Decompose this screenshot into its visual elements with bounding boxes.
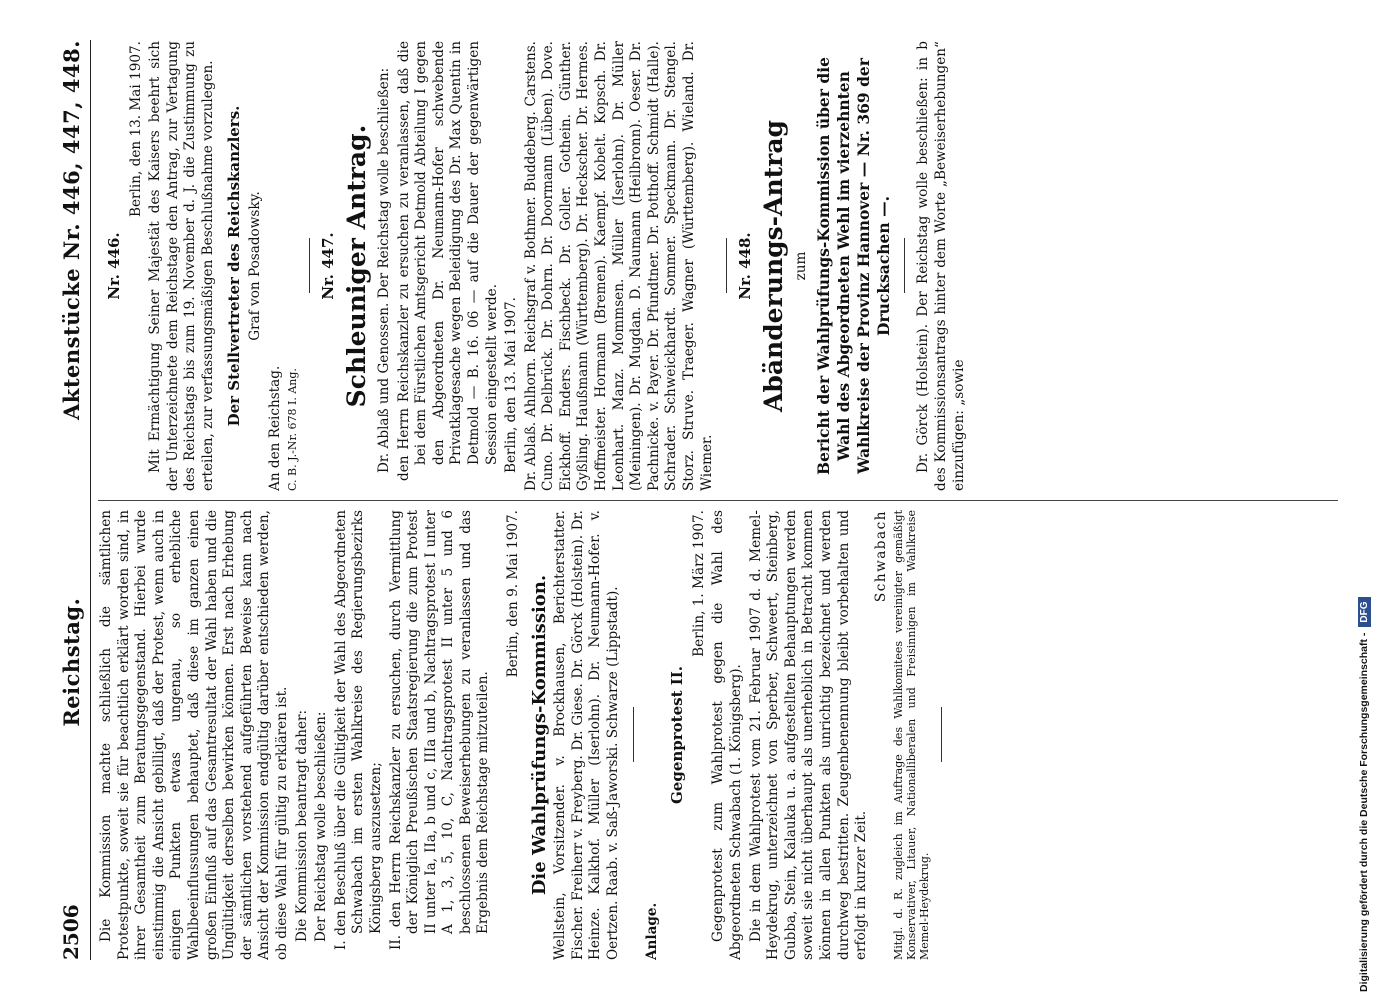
document-446-date: Berlin, den 13. Mai 1907.	[127, 41, 144, 217]
right-column	[98, 41, 1338, 491]
commission-paragraph: Die Kommission machte schließlich die sämtlichen Protestpunkte, soweit sie für beachtlich erklärt worden sind, in ihrer Gesamtheit zum Beratungsgegenstand. Hierbei wurde einstimmig die Ansicht gebilligt, daß der Protest, wenn auch in einigen Punkten etwas ungenau, so erhebliche Wahlbeeinflussungen behauptet, daß diese im ganzen einen großen Einfluß auf das Gesamtresultat der Wahl haben und die Ungültigkeit derselben bewirken können. Erst nach Erhebung der sämtlichen vorstehend aufgeführten Beweise kann nach Ansicht der Kommission endgültig darüber entschieden werden, ob diese Wahl für gültig zu erklären ist.	[98, 510, 290, 960]
signature: Schwabach	[872, 510, 889, 603]
address-line: An den Reichstag.	[266, 365, 283, 491]
two-column-body	[98, 40, 1338, 960]
separator-rule	[309, 239, 310, 294]
side-credit	[1352, 8, 1376, 992]
commission-motion-intro: Die Kommission beantragt daher:	[293, 709, 310, 942]
document-448-report-title: Bericht der Wahlprüfungs-Kommission über die Wahl des Abgeordneten Wehl im vierzehnten Wahlkreise der Provinz Hannover — Nr. 369 der Drucksachen —.	[814, 57, 894, 475]
counter-protest-text: Die in dem Wahlprotest vom 21. Februar 1907 d. d. Memel-Heydekrug, unterzeichnet von Sperber, Schweert, Steinberg, Gubba, Stein, Kalauka u. a. aufgestellten Behauptungen werden soweit sie nicht überhaupt als unerheblich in Betracht kommen können in allen Punkten als unrichtig bezeichnet und werden durchweg bestritten. Zeugenbenennung bleibt vorbehalten und erfolgt in kurzer Zeit.	[747, 510, 870, 960]
document-446-signatory: Der Stellvertreter des Reichskanzlers.	[224, 105, 243, 427]
motion-item-1: I. den Beschluß über die Gültigkeit der Wahl des Abgeordneten Schwabach im ersten Wahlkreise des Regierungsbezirks Königsberg auszusetzen;	[332, 510, 384, 950]
separator-rule	[726, 239, 727, 294]
page-number: 2506	[59, 904, 83, 960]
funding-note: Digitalisierung gefördert durch die Deutsche Forschungsgemeinschaft -	[1358, 632, 1370, 992]
date-line: Berlin, den 9. Mai 1907.	[505, 510, 522, 678]
motion-item-2: II. den Herrn Reichskanzler zu ersuchen, durch Vermittlung der Königlich Preußischen Staatsregierung die zum Protest II unter Ia, IIa, b und c, IIIa und b, Nachtragsprotest I unter A 1, 3, 5, 10, C, Nachtragsprotest II unter 5 und 6 beschlossenen Beweiserhebungen zu veranlassen und das Ergebnis dem Reichstage mitzuteilen.	[387, 510, 492, 950]
separator-rule	[633, 708, 634, 763]
column-divider	[98, 500, 1338, 501]
document-446-signatory-name: Graf von Posadowsky.	[247, 191, 264, 341]
rotated-page-content	[52, 40, 1342, 960]
reference-number: C. B. J.-Nr. 678 I. Ang.	[286, 368, 300, 491]
dfg-logo: DFG	[1358, 598, 1371, 627]
document-447-date: Berlin, den 13. Mai 1907.	[503, 297, 520, 473]
document-447-motion: den Herrn Reichskanzler zu ersuchen zu veranlassen, daß die bei dem Fürstlichen Amtsgericht Detmold Abteilung I gegen den Abgeordneten Dr. Neumann-Hofer schwebende Privatklagesache wegen Beleidigung des Dr. Max Quentin in Detmold — B. 16. 06 — auf die Dauer der gegenwärtigen Session eingestellt werde.	[395, 41, 500, 481]
document-447-title: Schleuniger Antrag.	[341, 124, 371, 408]
document-448-title: Abänderungs-Antrag	[758, 119, 788, 413]
document-447-signatories: Dr. Ablaß. Ahlhorn. Reichsgraf v. Bothmer. Buddeberg. Carstens. Cuno. Dr. Delbrück. Dr. Dohrn. Dr. Doormann (Lüben). Dove. Eickhoff. Enders. Fischbeck. Dr. Goller. Gothein. Günther. Gyßling. Haußmann (Württemberg). Dr. Heckscher. Dr. Hermes. Hoffmeister. Hormann (Bremen). Kaempf. Kobelt. Kopsch. Dr. Leonhart. Manz. Mommsen. Müller (Iserlohn). Dr. Müller (Meiningen). Dr. Mugdan. D. Naumann (Heilbronn). Oeser. Dr. Pachnicke. v. Payer. Dr. Pfundtner. Dr. Potthoff. Schmidt (Halle). Schrader. Schweickhardt. Sommer. Speckmann. Dr. Stengel. Storz. Struve. Traeger. Wagner (Württemberg). Wieland. Dr. Wiemer.	[522, 41, 715, 491]
document-447-intro: Dr. Ablaß und Genossen. Der Reichstag wolle beschließen:	[375, 67, 392, 473]
separator-rule	[904, 239, 905, 294]
left-column	[98, 510, 1338, 960]
document-448-number: Nr. 448.	[736, 232, 755, 300]
running-header	[52, 40, 91, 960]
header-left-title: Reichstag.	[58, 597, 84, 727]
separator-rule	[941, 708, 942, 763]
document-448-text: Dr. Görck (Holstein). Der Reichstag wolle beschließen: in b des Kommissionsantrags hinter dem Worte „Beweiserhebungen“ einzufügen: „sowie	[915, 41, 967, 491]
annex-label: Anlage.	[643, 902, 660, 960]
document-447-number: Nr. 447.	[319, 232, 338, 300]
counter-protest-heading: Gegenprotest zum Wahlprotest gegen die Wahl des Abgeordneten Schwabach (1. Königsberg).	[710, 510, 744, 960]
reichstag-resolve: Der Reichstag wolle beschließen:	[313, 711, 330, 942]
header-right-title: Aktenstücke Nr. 446, 447, 448.	[58, 40, 84, 420]
counter-protest-date: Berlin, 1. März 1907.	[690, 510, 707, 657]
counter-protest-title: Gegenprotest II.	[668, 666, 687, 805]
document-446-number: Nr. 446.	[105, 232, 123, 300]
document-446-text: Mit Ermächtigung Seiner Majestät des Kaisers beehrt sich der Unterzeichnete dem Reichstage den Antrag, zur Vertagung des Reichstags bis zum 19. November d. J. die Zustimmung zu erteilen, zur verfassungsmäßigen Beschlußnahme vorzulegen.	[147, 41, 216, 491]
commission-members: Wellstein, Vorsitzender. v. Brockhausen, Berichterstatter. Fischer. Freiherr v. Freyberg. Dr. Giese. Dr. Görck (Holstein). Dr. Heinze. Kalkhof. Müller (Iserlohn). Dr. Neumann-Hofer. v. Oertzen. Raab. v. Saß-Jaworski. Schwarze (Lippstadt).	[552, 510, 622, 960]
commission-title: Die Wahlprüfungs-Kommission.	[528, 574, 550, 896]
document-448-zum: zum	[792, 251, 809, 281]
signature-note: Mitgl. d. R. zugleich im Auftrage des Wahlkomitees vereinigter gemäßigt Konservativer, Litauer, Nationalliberalen und Freisinnigen im Wahlkreise Memel-Heydekrug.	[892, 510, 932, 960]
